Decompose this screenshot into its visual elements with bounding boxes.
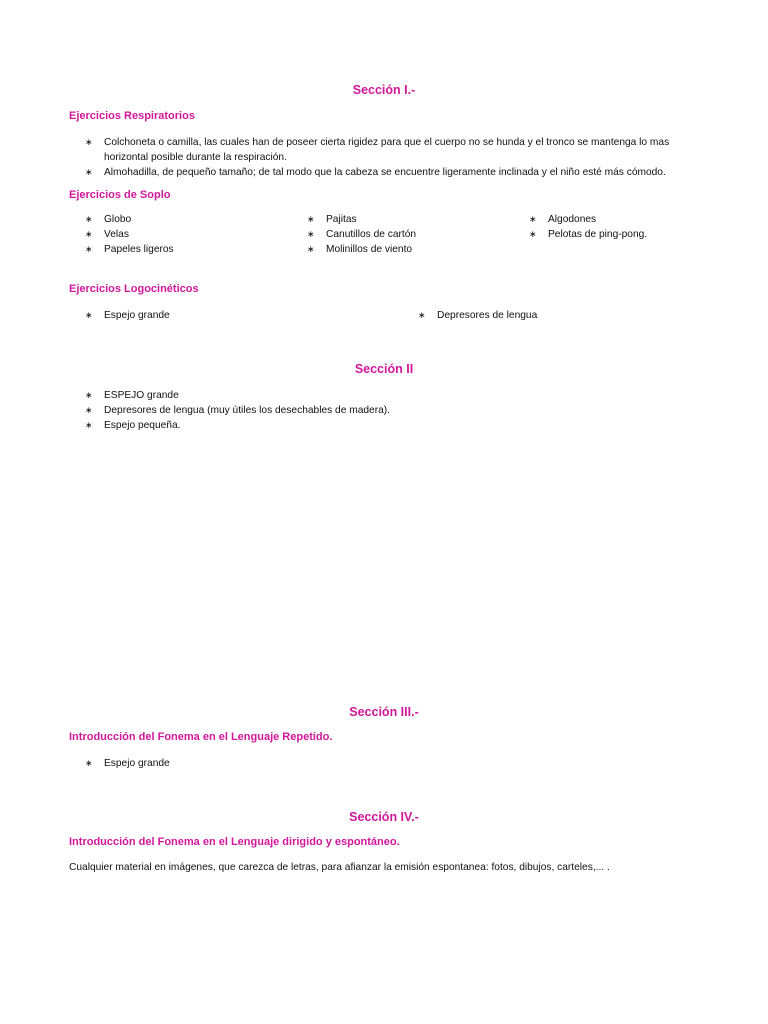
list-item: ∗ Molinillos de viento [307, 244, 413, 255]
bullet-icon: ∗ [85, 405, 93, 415]
soplo-list-col1 [85, 212, 285, 257]
section-4-paragraph: Cualquier material en imágenes, que carezca de letras, para afianzar la emisión espontanea: fotos, dibujos, carteles,... . [69, 862, 610, 873]
list-item: ∗ Espejo grande [85, 310, 170, 321]
respiratorios-heading: Ejercicios Respiratorios [69, 110, 195, 122]
bullet-icon: ∗ [307, 229, 315, 239]
respiratorios-list [85, 135, 715, 180]
section-3-list [85, 756, 715, 771]
bullet-icon: ∗ [85, 758, 93, 768]
list-item: ∗ Espejo grande [85, 758, 170, 769]
bullet-icon: ∗ [85, 310, 93, 320]
section-1-title: Sección I.- [352, 83, 416, 97]
section-2-title: Sección II [354, 362, 414, 376]
section-2-list [85, 388, 715, 433]
list-item: ∗ Papeles ligeros [85, 244, 174, 255]
bullet-icon: ∗ [529, 214, 537, 224]
logocineticos-heading: Ejercicios Logocinéticos [69, 283, 199, 295]
bullet-icon: ∗ [85, 167, 93, 177]
soplo-heading: Ejercicios de Soplo [69, 189, 171, 201]
bullet-icon: ∗ [85, 137, 93, 147]
section-3-title: Sección III.- [349, 705, 419, 719]
section-3-subtitle: Introducción del Fonema en el Lenguaje Repetido. [69, 731, 333, 743]
list-item: ∗ Pajitas [307, 214, 357, 225]
list-item: ∗ Pelotas de ping-pong. [529, 229, 648, 240]
bullet-icon: ∗ [85, 244, 93, 254]
bullet-icon: ∗ [85, 229, 93, 239]
section-4-title: Sección IV.- [349, 810, 419, 824]
list-item: ∗ Canutillos de cartón [307, 229, 417, 240]
logocineticos-list-col2 [418, 308, 668, 323]
list-item: ∗ Globo [85, 214, 132, 225]
list-item: ∗ Espejo pequeña. [85, 420, 181, 431]
bullet-icon: ∗ [418, 310, 426, 320]
list-item: ∗ ESPEJO grande [85, 390, 179, 401]
list-item: ∗ Almohadilla, de pequeño tamaño; de tal modo que la cabeza se encuentre ligeramente inclinada y el niño esté más cómodo. [85, 167, 666, 178]
soplo-list-col3 [529, 212, 729, 242]
bullet-icon: ∗ [307, 214, 315, 224]
bullet-icon: ∗ [85, 420, 93, 430]
list-item: ∗ Velas [85, 229, 129, 240]
section-4-subtitle: Introducción del Fonema en el Lenguaje dirigido y espontáneo. [69, 836, 400, 848]
bullet-icon: ∗ [307, 244, 315, 254]
soplo-list-col2 [307, 212, 507, 257]
list-item: ∗ Depresores de lengua [418, 310, 538, 321]
list-item: ∗ Colchoneta o camilla, las cuales han de poseer cierta rigidez para que el cuerpo no se hunda y el tronco se mantenga lo mas horizontal posible durante la respiración. [85, 137, 670, 163]
bullet-icon: ∗ [529, 229, 537, 239]
list-item: ∗ Depresores de lengua (muy útiles los desechables de madera). [85, 405, 390, 416]
bullet-icon: ∗ [85, 214, 93, 224]
logocineticos-list-col1 [85, 308, 335, 323]
list-item: ∗ Algodones [529, 214, 597, 225]
bullet-icon: ∗ [85, 390, 93, 400]
